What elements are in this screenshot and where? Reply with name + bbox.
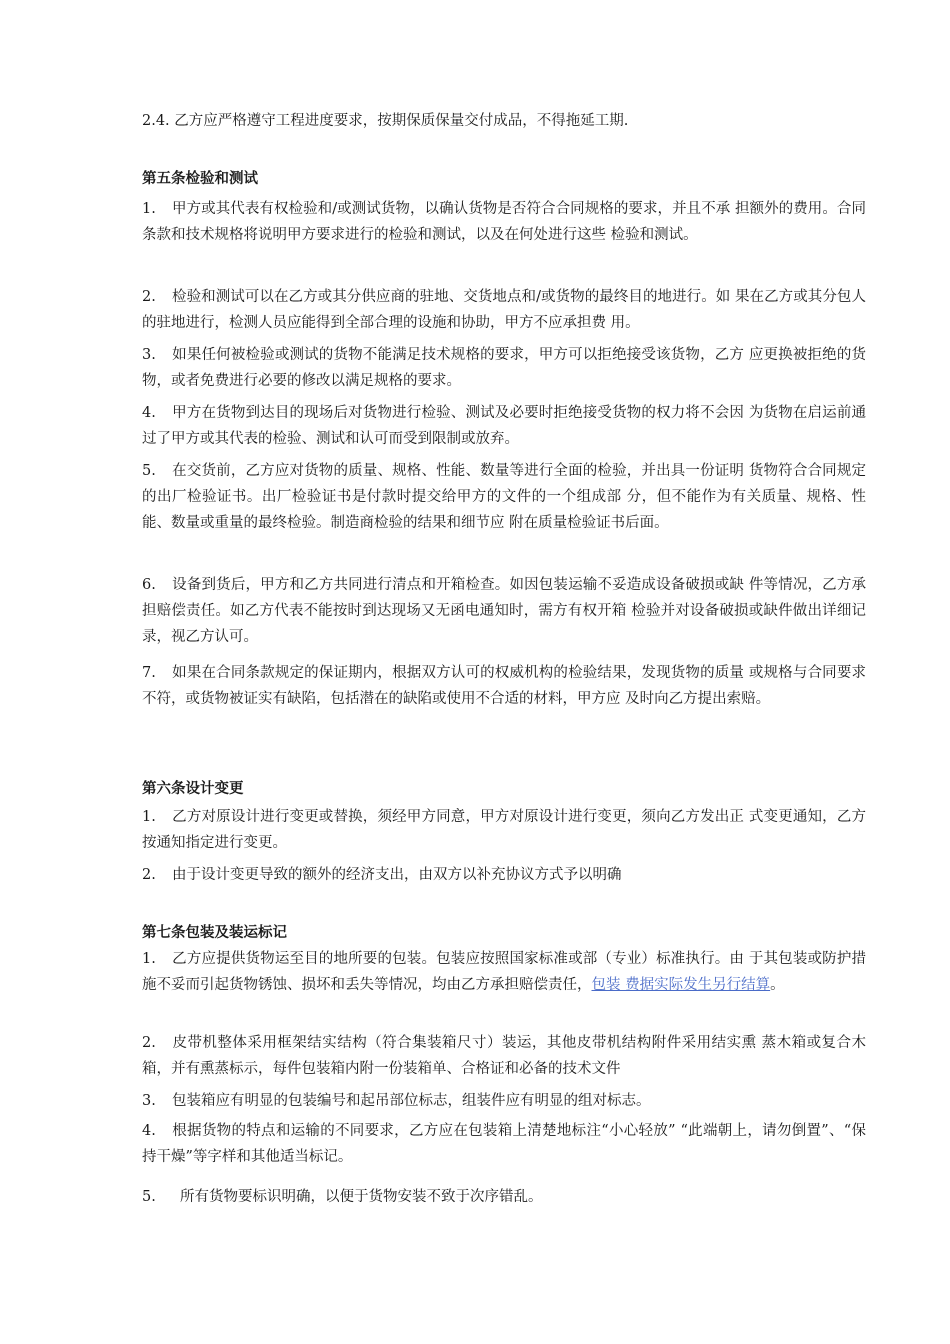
- section-6-item-1: [142, 804, 866, 856]
- item-number: 1.: [142, 809, 156, 825]
- item-number: 7.: [142, 665, 156, 681]
- item-number: 4.: [142, 1123, 156, 1139]
- item-number: 6.: [142, 577, 156, 593]
- item-number: 5.: [142, 463, 156, 479]
- section-7-item-4: [142, 1118, 866, 1170]
- section-6-item-2: [142, 862, 866, 888]
- item-text: 所有货物要标识明确，以便于货物安装不致于次序错乱。: [180, 1189, 543, 1205]
- item-number: 4.: [142, 405, 156, 421]
- section-7-title: 第七条包装及装运标记: [142, 925, 287, 941]
- item-text: 由于设计变更导致的额外的经济支出，由双方以补充协议方式予以明确: [172, 867, 622, 883]
- item-text: 如果在合同条款规定的保证期内，根据双方认可的权威机构的检验结果，发现货物的质量 或规格与合同要求不符，或货物被证实有缺陷，包括潜在的缺陷或使用不合适的材料，甲方应 及时向乙方提出索赔。: [142, 665, 866, 707]
- item-number: 2.: [142, 1035, 156, 1051]
- item-text: 甲方或其代表有权检验和/或测试货物，以确认货物是否符合合同规格的要求，并且不承 担额外的费用。合同条款和技术规格将说明甲方要求进行的检验和测试，以及在何处进行这些 检验和测试。: [142, 201, 866, 243]
- section-7-item-2: [142, 1030, 866, 1082]
- item-number: 2.: [142, 867, 156, 883]
- section-5-item-6: [142, 572, 866, 650]
- item-number: 2.: [142, 289, 156, 305]
- item-number: 1.: [142, 201, 156, 217]
- item-number: 3.: [142, 1093, 156, 1109]
- item-text: 根据货物的特点和运输的不同要求，乙方应在包装箱上清楚地标注“小心轻放” “此端朝上，请勿倒置”、“保持干燥”等字样和其他适当标记。: [142, 1123, 866, 1165]
- section-5-item-7: [142, 660, 866, 712]
- section-5-item-2: [142, 284, 866, 336]
- item-number: 5.: [142, 1189, 156, 1205]
- item-text: 设备到货后，甲方和乙方共同进行清点和开箱检查。如因包装运输不妥造成设备破损或缺 件等情况，乙方承担赔偿责任。如乙方代表不能按时到达现场又无函电通知时，需方有权开箱 检验并对设备破损或缺件做出详细记录，视乙方认可。: [142, 577, 866, 645]
- item-text: 甲方在货物到达目的现场后对货物进行检验、测试及必要时拒绝接受货物的权力将不会因 为货物在启运前通过了甲方或其代表的检验、测试和认可而受到限制或放弃。: [142, 405, 866, 447]
- item-number: 1.: [142, 951, 156, 967]
- section-7-item-3: [142, 1088, 866, 1114]
- item-text: 乙方对原设计进行变更或替换，须经甲方同意，甲方对原设计进行变更，须向乙方发出正 式变更通知，乙方按通知指定进行变更。: [142, 809, 866, 851]
- section-7-item-5: [142, 1184, 866, 1210]
- section-5-item-1: [142, 196, 866, 248]
- item-number: 3.: [142, 347, 156, 363]
- intro-paragraph: 2.4. 乙方应严格遵守工程进度要求，按期保质保量交付成品，不得拖延工期.: [142, 113, 629, 129]
- item-text: 包装箱应有明显的包装编号和起吊部位标志，组装件应有明显的组对标志。: [172, 1093, 651, 1109]
- section-5-item-3: [142, 342, 866, 394]
- section-5-item-4: [142, 400, 866, 452]
- item-text: 在交货前，乙方应对货物的质量、规格、性能、数量等进行全面的检验，并出具一份证明 货物符合合同规定的出厂检验证书。出厂检验证书是付款时提交给甲方的文件的一个组成部 分，但不能作为有关质量、规格、性能、数量或重量的最终检验。制造商检验的结果和细节应 附在质量检验证书后面。: [142, 463, 866, 531]
- item-text: 如果任何被检验或测试的货物不能满足技术规格的要求，甲方可以拒绝接受该货物，乙方 应更换被拒绝的货物，或者免费进行必要的修改以满足规格的要求。: [142, 347, 866, 389]
- item-text: 乙方应提供货物运至目的地所要的包装。包装应按照国家标准或部（专业）标准执行。由 于其包装或防护措施不妥而引起货物锈蚀、损坏和丢失等情况，均由乙方承担赔偿责任，: [142, 951, 866, 993]
- section-7-item-1: [142, 946, 866, 998]
- section-5-title: 第五条检验和测试: [142, 171, 258, 187]
- section-5-item-5: [142, 458, 866, 536]
- item-text: 检验和测试可以在乙方或其分供应商的驻地、交货地点和/或货物的最终目的地进行。如 果在乙方或其分包人的驻地进行，检测人员应能得到全部合理的设施和协助，甲方不应承担费 用。: [142, 289, 866, 331]
- item-text-end: 。: [770, 977, 785, 993]
- item-text: 皮带机整体采用框架结实结构（符合集装箱尺寸）装运，其他皮带机结构附件采用结实熏 蒸木箱或复合木箱，并有熏蒸标示，每件包装箱内附一份装箱单、合格证和必备的技术文件: [142, 1035, 866, 1077]
- packaging-cost-link[interactable]: 包装 费据实际发生另行结算: [591, 977, 771, 993]
- section-6-title: 第六条设计变更: [142, 781, 244, 797]
